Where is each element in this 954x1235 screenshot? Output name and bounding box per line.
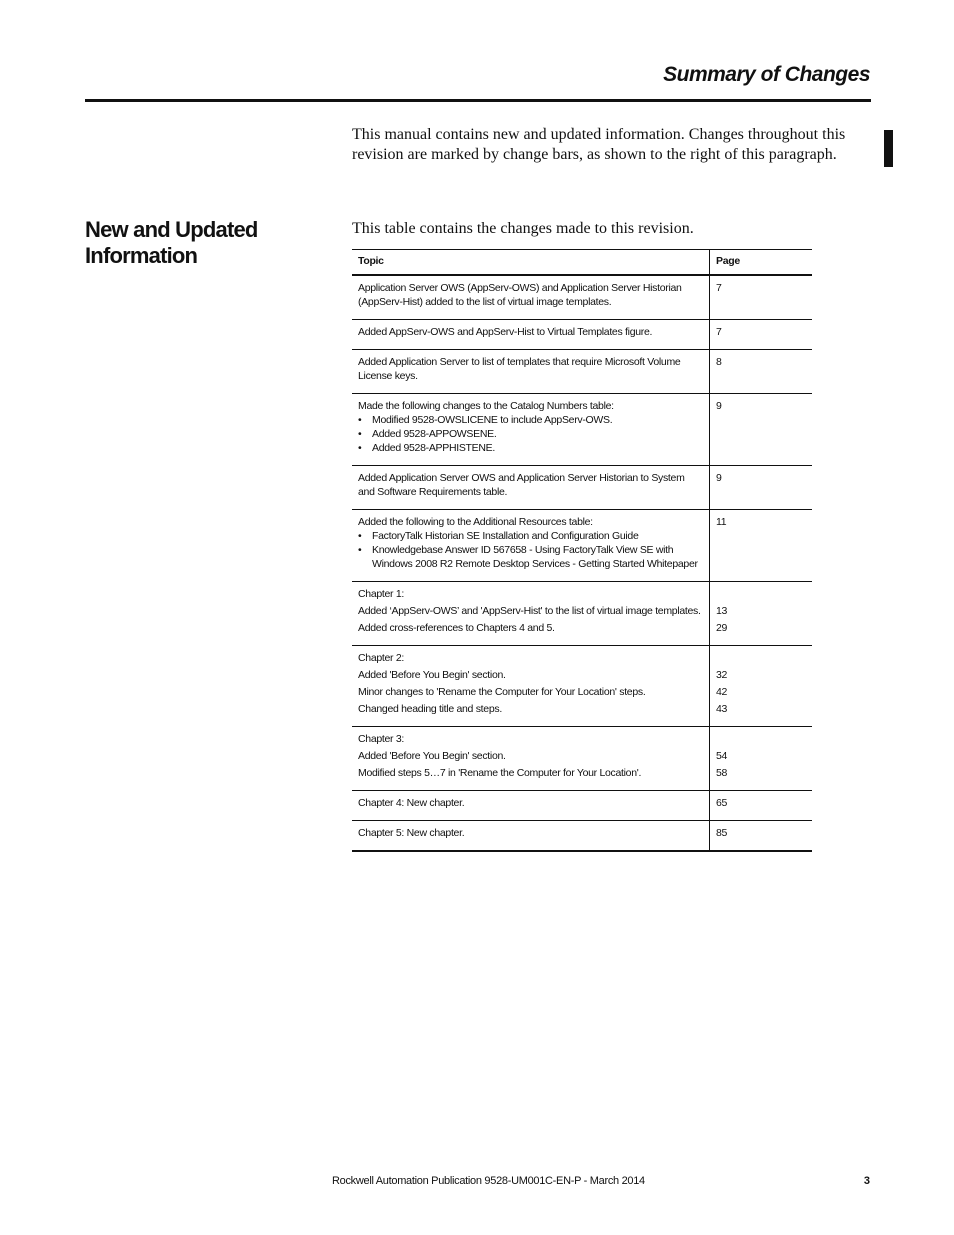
page-number: 43 — [716, 703, 728, 715]
topic-text: Chapter 1: — [358, 588, 405, 600]
page-number: 65 — [716, 797, 728, 809]
page-number: 11 — [716, 516, 727, 528]
page-cell — [710, 275, 813, 320]
table-row — [352, 394, 812, 466]
topic-text: Added 'Before You Begin' section. — [358, 750, 506, 762]
column-header-topic: Topic — [352, 250, 710, 276]
page-number — [716, 651, 806, 665]
page-cell — [710, 582, 813, 646]
page-number: 7 — [716, 282, 722, 294]
table-header-row — [352, 250, 812, 276]
page-cell — [710, 791, 813, 821]
page-number: 32 — [716, 669, 728, 681]
bullet-item: • Added 9528-APPOWSENE. — [358, 427, 703, 441]
table-row — [352, 821, 812, 852]
topic-cell — [352, 791, 710, 821]
topic-cell — [352, 510, 710, 582]
topic-text: Made the following changes to the Catalog Numbers table: — [358, 400, 614, 412]
page-number: 9 — [716, 400, 722, 412]
page-title: Summary of Changes — [663, 63, 870, 86]
topic-cell — [352, 582, 710, 646]
page-number: 7 — [716, 326, 722, 338]
table-row — [352, 510, 812, 582]
page-number: 8 — [716, 356, 722, 368]
topic-text: Added cross-references to Chapters 4 and 5. — [358, 622, 555, 634]
page-number: 29 — [716, 622, 728, 634]
page-cell — [710, 510, 813, 582]
table-row — [352, 727, 812, 791]
intro-paragraph: This manual contains new and updated information. Changes throughout this revision are marked by change bars, as shown to the right of this paragraph. — [352, 126, 846, 163]
topic-text: Added ‘AppServ-OWS’ and 'AppServ-Hist' to the list of virtual image templates. — [358, 605, 701, 617]
table-row — [352, 350, 812, 394]
topic-text: Modified steps 5…7 in 'Rename the Computer for Your Location'. — [358, 767, 642, 779]
topic-text: Minor changes to 'Rename the Computer for Your Location' steps. — [358, 686, 646, 698]
topic-text: Chapter 4: New chapter. — [358, 797, 465, 809]
page-cell — [710, 821, 813, 852]
topic-text: Application Server OWS (AppServ-OWS) and Application Server Historian (AppServ-Hist) added to the list of virtual image templates. — [358, 282, 682, 308]
topic-cell — [352, 394, 710, 466]
page-number: 42 — [716, 686, 728, 698]
page-cell — [710, 394, 813, 466]
page-cell — [710, 320, 813, 350]
changes-table-body — [352, 275, 812, 851]
page-number: 58 — [716, 767, 728, 779]
title-rule — [85, 99, 871, 102]
table-row — [352, 320, 812, 350]
bullet-item: • Modified 9528-OWSLICENE to include AppServ-OWS. — [358, 413, 703, 427]
page-cell — [710, 466, 813, 510]
table-row — [352, 466, 812, 510]
page-number: 54 — [716, 750, 728, 762]
page-number: 13 — [716, 605, 728, 617]
topic-cell — [352, 646, 710, 727]
topic-text: Chapter 3: — [358, 733, 405, 745]
page-number: 85 — [716, 827, 728, 839]
topic-text: Added Application Server OWS and Application Server Historian to System and Software Requirements table. — [358, 472, 685, 498]
page-number — [716, 732, 806, 746]
topic-text: Changed heading title and steps. — [358, 703, 502, 715]
topic-cell — [352, 466, 710, 510]
column-header-page: Page — [710, 250, 813, 276]
topic-cell — [352, 821, 710, 852]
topic-cell — [352, 320, 710, 350]
topic-text: Added Application Server to list of templates that require Microsoft Volume License keys. — [358, 356, 681, 382]
section-heading: New and Updated Information — [85, 217, 258, 268]
topic-text: Added 'Before You Begin' section. — [358, 669, 506, 681]
bullet-item: • FactoryTalk Historian SE Installation and Configuration Guide — [358, 529, 703, 543]
bullet-item: • Knowledgebase Answer ID 567658 - Using FactoryTalk View SE with Windows 2008 R2 Remote Desktop Services - Getting Started Whitepaper — [358, 543, 703, 571]
bullet-item: • Added 9528-APPHISTENE. — [358, 441, 703, 455]
topic-text: Chapter 2: — [358, 652, 405, 664]
changes-table — [352, 249, 812, 852]
table-row — [352, 582, 812, 646]
page-cell — [710, 350, 813, 394]
table-row — [352, 646, 812, 727]
page-number — [716, 587, 806, 601]
topic-cell — [352, 727, 710, 791]
footer-page-number: 3 — [863, 1175, 870, 1187]
change-bar — [884, 130, 893, 167]
table-row — [352, 791, 812, 821]
topic-text: Chapter 5: New chapter. — [358, 827, 465, 839]
topic-text: Added the following to the Additional Resources table: — [358, 516, 593, 528]
topic-text: Added AppServ-OWS and AppServ-Hist to Virtual Templates figure. — [358, 326, 653, 338]
topic-cell — [352, 275, 710, 320]
page-cell — [710, 646, 813, 727]
page-cell — [710, 727, 813, 791]
topic-cell — [352, 350, 710, 394]
table-intro: This table contains the changes made to this revision. — [352, 220, 694, 237]
footer-publication: Rockwell Automation Publication 9528-UM001C-EN-P - March 2014 — [332, 1175, 645, 1187]
page-number: 9 — [716, 472, 722, 484]
table-row — [352, 275, 812, 320]
